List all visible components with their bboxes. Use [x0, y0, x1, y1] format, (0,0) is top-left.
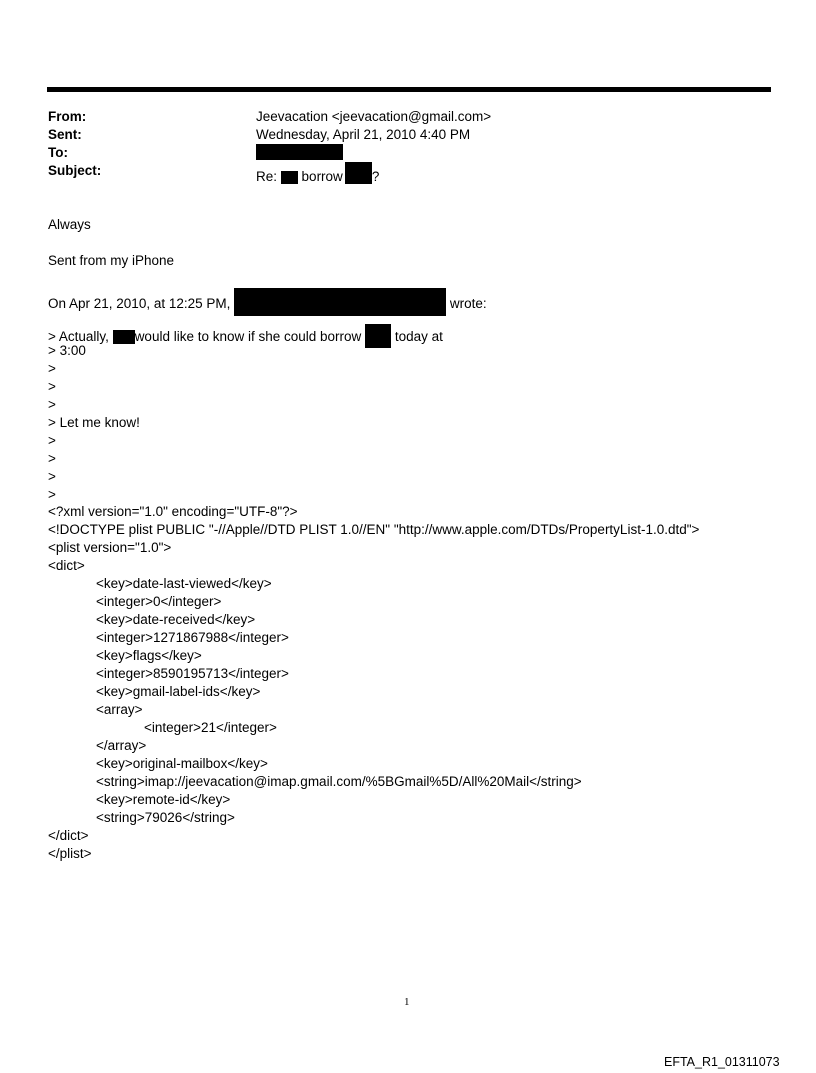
plist-line: <integer>1271867988</integer> [96, 630, 289, 645]
plist-line: <array> [96, 702, 143, 717]
subject-value [256, 162, 379, 186]
redaction-box [365, 324, 391, 348]
signature: Sent from my iPhone [48, 253, 175, 268]
subject-suffix: ? [371, 169, 380, 184]
plist-line: </array> [96, 738, 147, 753]
sent-value: Wednesday, April 21, 2010 4:40 PM [256, 127, 471, 142]
plist-line: <!DOCTYPE plist PUBLIC "-//Apple//DTD PLIST 1.0//EN" "http://www.apple.com/DTDs/PropertyList-1.0.dtd"> [48, 522, 700, 537]
redaction-box [234, 288, 446, 316]
plist-line: <dict> [48, 558, 85, 573]
quote-text: would like to know if she could borrow [134, 329, 362, 344]
plist-line: <integer>0</integer> [96, 594, 222, 609]
body-text: Always [48, 217, 91, 232]
page-number: 1 [404, 996, 410, 1008]
quote-line [48, 324, 443, 348]
plist-line: <key>flags</key> [96, 648, 202, 663]
plist-line: </plist> [48, 846, 92, 861]
plist-line: <key>original-mailbox</key> [96, 756, 268, 771]
quote-intro-prefix: On Apr 21, 2010, at 12:25 PM, [48, 296, 231, 311]
from-label: From: [48, 109, 87, 124]
quote-line: > [48, 469, 56, 484]
quote-line: > [48, 433, 56, 448]
quote-line: > Let me know! [48, 415, 140, 430]
quote-intro [48, 288, 487, 316]
subject-word: borrow [301, 169, 343, 184]
quote-intro-suffix: wrote: [449, 296, 487, 311]
plist-line: <key>gmail-label-ids</key> [96, 684, 261, 699]
quote-line: > [48, 451, 56, 466]
plist-line: <string>imap://jeevacation@imap.gmail.com/%5BGmail%5D/All%20Mail</string> [96, 774, 582, 789]
from-value: Jeevacation <jeevacation@gmail.com> [256, 109, 492, 124]
redaction-box [281, 171, 298, 184]
subject-label: Subject: [48, 163, 102, 178]
to-value [256, 144, 343, 162]
plist-line: <key>date-last-viewed</key> [96, 576, 272, 591]
header-rule [47, 87, 771, 92]
plist-line: <key>date-received</key> [96, 612, 256, 627]
subject-prefix: Re: [256, 169, 278, 184]
quote-line: > [48, 361, 56, 376]
quote-line: > [48, 397, 56, 412]
plist-line: <integer>8590195713</integer> [96, 666, 289, 681]
sent-label: Sent: [48, 127, 82, 142]
quote-text: > Actually, [48, 329, 109, 344]
plist-line: <?xml version="1.0" encoding="UTF-8"?> [48, 504, 298, 519]
redaction-box [256, 144, 343, 160]
to-label: To: [48, 145, 68, 160]
plist-line: </dict> [48, 828, 89, 843]
quote-line: > 3:00 [48, 343, 86, 358]
plist-line: <key>remote-id</key> [96, 792, 231, 807]
plist-line: <string>79026</string> [96, 810, 235, 825]
quote-line: > [48, 487, 56, 502]
plist-line: <plist version="1.0"> [48, 540, 172, 555]
plist-line: <integer>21</integer> [144, 720, 277, 735]
document-id: EFTA_R1_01311073 [664, 1055, 780, 1069]
redaction-box [345, 162, 372, 184]
redaction-box [113, 330, 135, 344]
quote-line: > [48, 379, 56, 394]
quote-text: today at [394, 329, 443, 344]
